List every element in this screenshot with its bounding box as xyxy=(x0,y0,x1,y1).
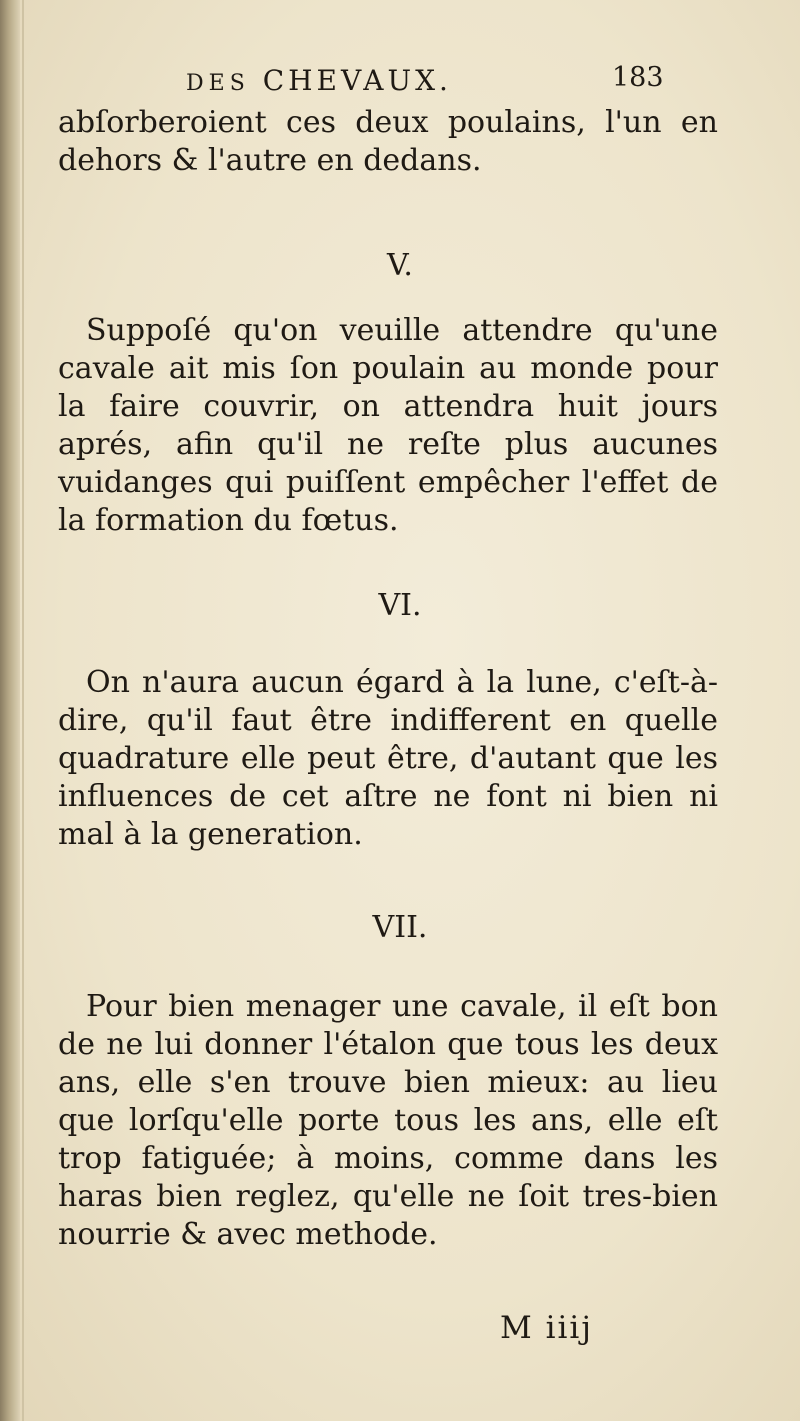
section-heading-7: VII. xyxy=(372,910,428,945)
book-gutter xyxy=(0,0,20,1421)
running-head-prefix: DES xyxy=(186,71,250,96)
running-head-title: CHEVAUX. xyxy=(262,64,452,97)
page-number: 183 xyxy=(612,62,664,93)
running-head xyxy=(186,64,686,104)
section-heading-6: VI. xyxy=(378,588,422,623)
signature-mark: M iiij xyxy=(500,1310,593,1346)
section-paragraph-6: On n'aura aucun égard à la lune, c'eſt-à-dire, qu'il faut être indifferent en quelle quadrature elle peut être, d'autant que les influences de cet aſtre ne font ni bien ni mal à la generation. xyxy=(58,665,718,852)
section-paragraph-5: Suppoſé qu'on veuille attendre qu'une cavale ait mis ſon poulain au monde pour la faire couvrir, on attendra huit jours aprés, afin qu'il ne reſte plus aucunes vuidanges qui puiſſent empêcher l'effet de la formation du fœtus. xyxy=(58,313,718,538)
continuation-paragraph: abſorberoient ces deux poulains, l'un en dehors & l'autre en dedans. xyxy=(58,105,718,178)
section-paragraph-7: Pour bien menager une cavale, il eſt bon de ne lui donner l'étalon que tous les deux ans, elle s'en trouve bien mieux: au lieu que lorſqu'elle porte tous les ans, elle eſt trop fatiguée; à moins, comme dans les haras bien reglez, qu'elle ne ſoit tres-bien nourrie & avec methode. xyxy=(58,989,718,1252)
section-heading-5: V. xyxy=(387,248,413,283)
gutter-edge xyxy=(22,0,24,1421)
